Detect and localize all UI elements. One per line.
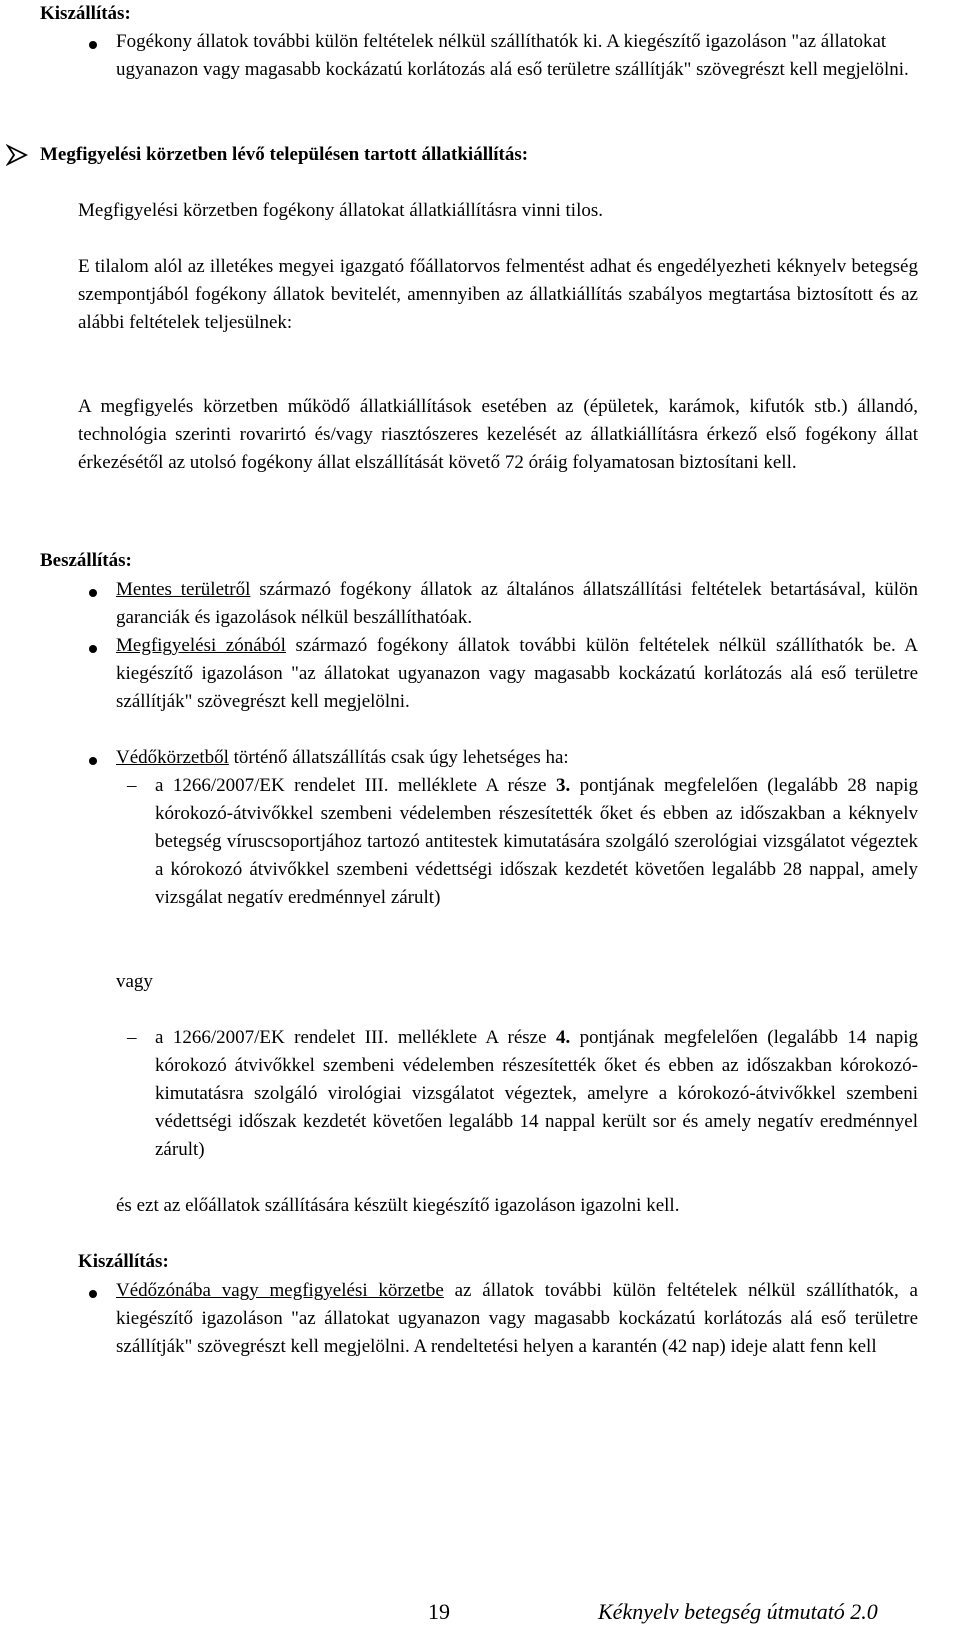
- list-item: a 1266/2007/EK rendelet III. melléklete A része 3. pontjának megfelelően (legalább 28 napig kórokozó-átvivőkkel szembeni védelemben részesítették őket és ebben az időszakban a kéknyelv betegség víruscsoportjához tartozó antitestek kimutatására szolgáló szerológiai vizsgálatot végeztek a kórokozó átvivőkkel szembeni védettségi időszak kezdetét követően legalább 28 nappal, amely vizsgálat negatív eredménnyel zárult): [155, 775, 918, 908]
- bullet-icon: [89, 1290, 97, 1298]
- underlined-term: Védőzónába vagy megfigyelési körzetbe: [116, 1280, 444, 1301]
- dash-marker: –: [127, 1027, 137, 1048]
- underlined-term: Védőkörzetből: [116, 747, 229, 768]
- footer-document-title: Kéknyelv betegség útmutató 2.0: [598, 1599, 878, 1624]
- section-heading-kiszallitas: Kiszállítás:: [40, 3, 131, 24]
- bullet-icon: [89, 589, 97, 597]
- bullet-icon: [89, 645, 97, 653]
- underlined-term: Mentes területről: [116, 579, 251, 600]
- list-item: Megfigyelési zónából származó fogékony állatok további külön feltételek nélkül szállíthatók be. A kiegészítő igazoláson "az állatokat ugyanazon vagy magasabb kockázatú korlátozás alá eső területre szállítják" szövegrészt kell megjelölni.: [116, 635, 918, 712]
- section-heading-allatkiallitas: Megfigyelési körzetben lévő településen tartott állatkiállítás:: [40, 144, 529, 165]
- section-heading-kiszallitas-2: Kiszállítás:: [78, 1251, 169, 1272]
- list-item: Védőzónába vagy megfigyelési körzetbe az állatok további külön feltételek nélkül szállíthatók, a kiegészítő igazoláson "az állatokat ugyanazon vagy magasabb kockázatú korlátozás alá eső területre szállítják" szövegrészt kell megjelölni. A rendeltetési helyen a karantén (42 nap) ideje alatt fenn kell: [116, 1280, 918, 1357]
- list-item: Védőkörzetből történő állatszállítás csak úgy lehetséges ha:: [116, 747, 569, 768]
- paragraph: Megfigyelési körzetben fogékony állatokat állatkiállításra vinni tilos.: [78, 200, 603, 221]
- paragraph: E tilalom alól az illetékes megyei igazgató főállatorvos felmentést adhat és engedélyezheti kéknyelv betegség szempontjából fogékony állatok bevitelét, amennyiben az állatkiállítás szabályos megtartása biztosított és az alábbi feltételek teljesülnek:: [78, 256, 918, 333]
- paragraph: Fogékony állatok további külön feltételek nélkül szállíthatók ki. A kiegészítő igazoláson "az állatokat ugyanazon vagy magasabb kockázatú korlátozás alá eső területre szállítják" szövegrészt kell megjelölni.: [116, 31, 909, 80]
- conjunction-text: vagy: [116, 971, 153, 992]
- paragraph: A megfigyelés körzetben működő állatkiállítások esetében az (épületek, karámok, kifutók stb.) állandó, technológia szerinti rovarirtó és/vagy riasztószeres kezelését az állatkiállításra érkező első fogékony állat érkezésétől az utolsó fogékony állat elszállítását követő 72 óráig folyamatosan biztosítani kell.: [78, 396, 918, 473]
- arrowhead-bullet-icon: [6, 144, 28, 166]
- list-item: a 1266/2007/EK rendelet III. melléklete A része 4. pontjának megfelelően (legalább 14 napig kórokozó átvivőkkel szembeni védelemben részesítették őket és ebben az időszakban kórokozó-kimutatásra szolgáló virológiai vizsgálatot végeztek, amelyre a kórokozó-átvivőkkel szembeni védettségi időszak kezdetét követően legalább 14 nappal került sor és amely negatív eredménnyel zárult): [155, 1027, 918, 1160]
- bullet-icon: [89, 41, 97, 49]
- page-number: 19: [428, 1599, 450, 1624]
- paragraph: és ezt az előállatok szállítására készült kiegészítő igazoláson igazolni kell.: [116, 1195, 680, 1216]
- underlined-term: Megfigyelési zónából: [116, 635, 286, 656]
- dash-marker: –: [127, 775, 137, 796]
- section-heading-beszallitas: Beszállítás:: [40, 550, 132, 571]
- bullet-icon: [89, 757, 97, 765]
- list-item: Mentes területről származó fogékony állatok az általános állatszállítási feltételek betartásával, külön garanciák és igazolások nélkül beszállíthatóak.: [116, 579, 919, 628]
